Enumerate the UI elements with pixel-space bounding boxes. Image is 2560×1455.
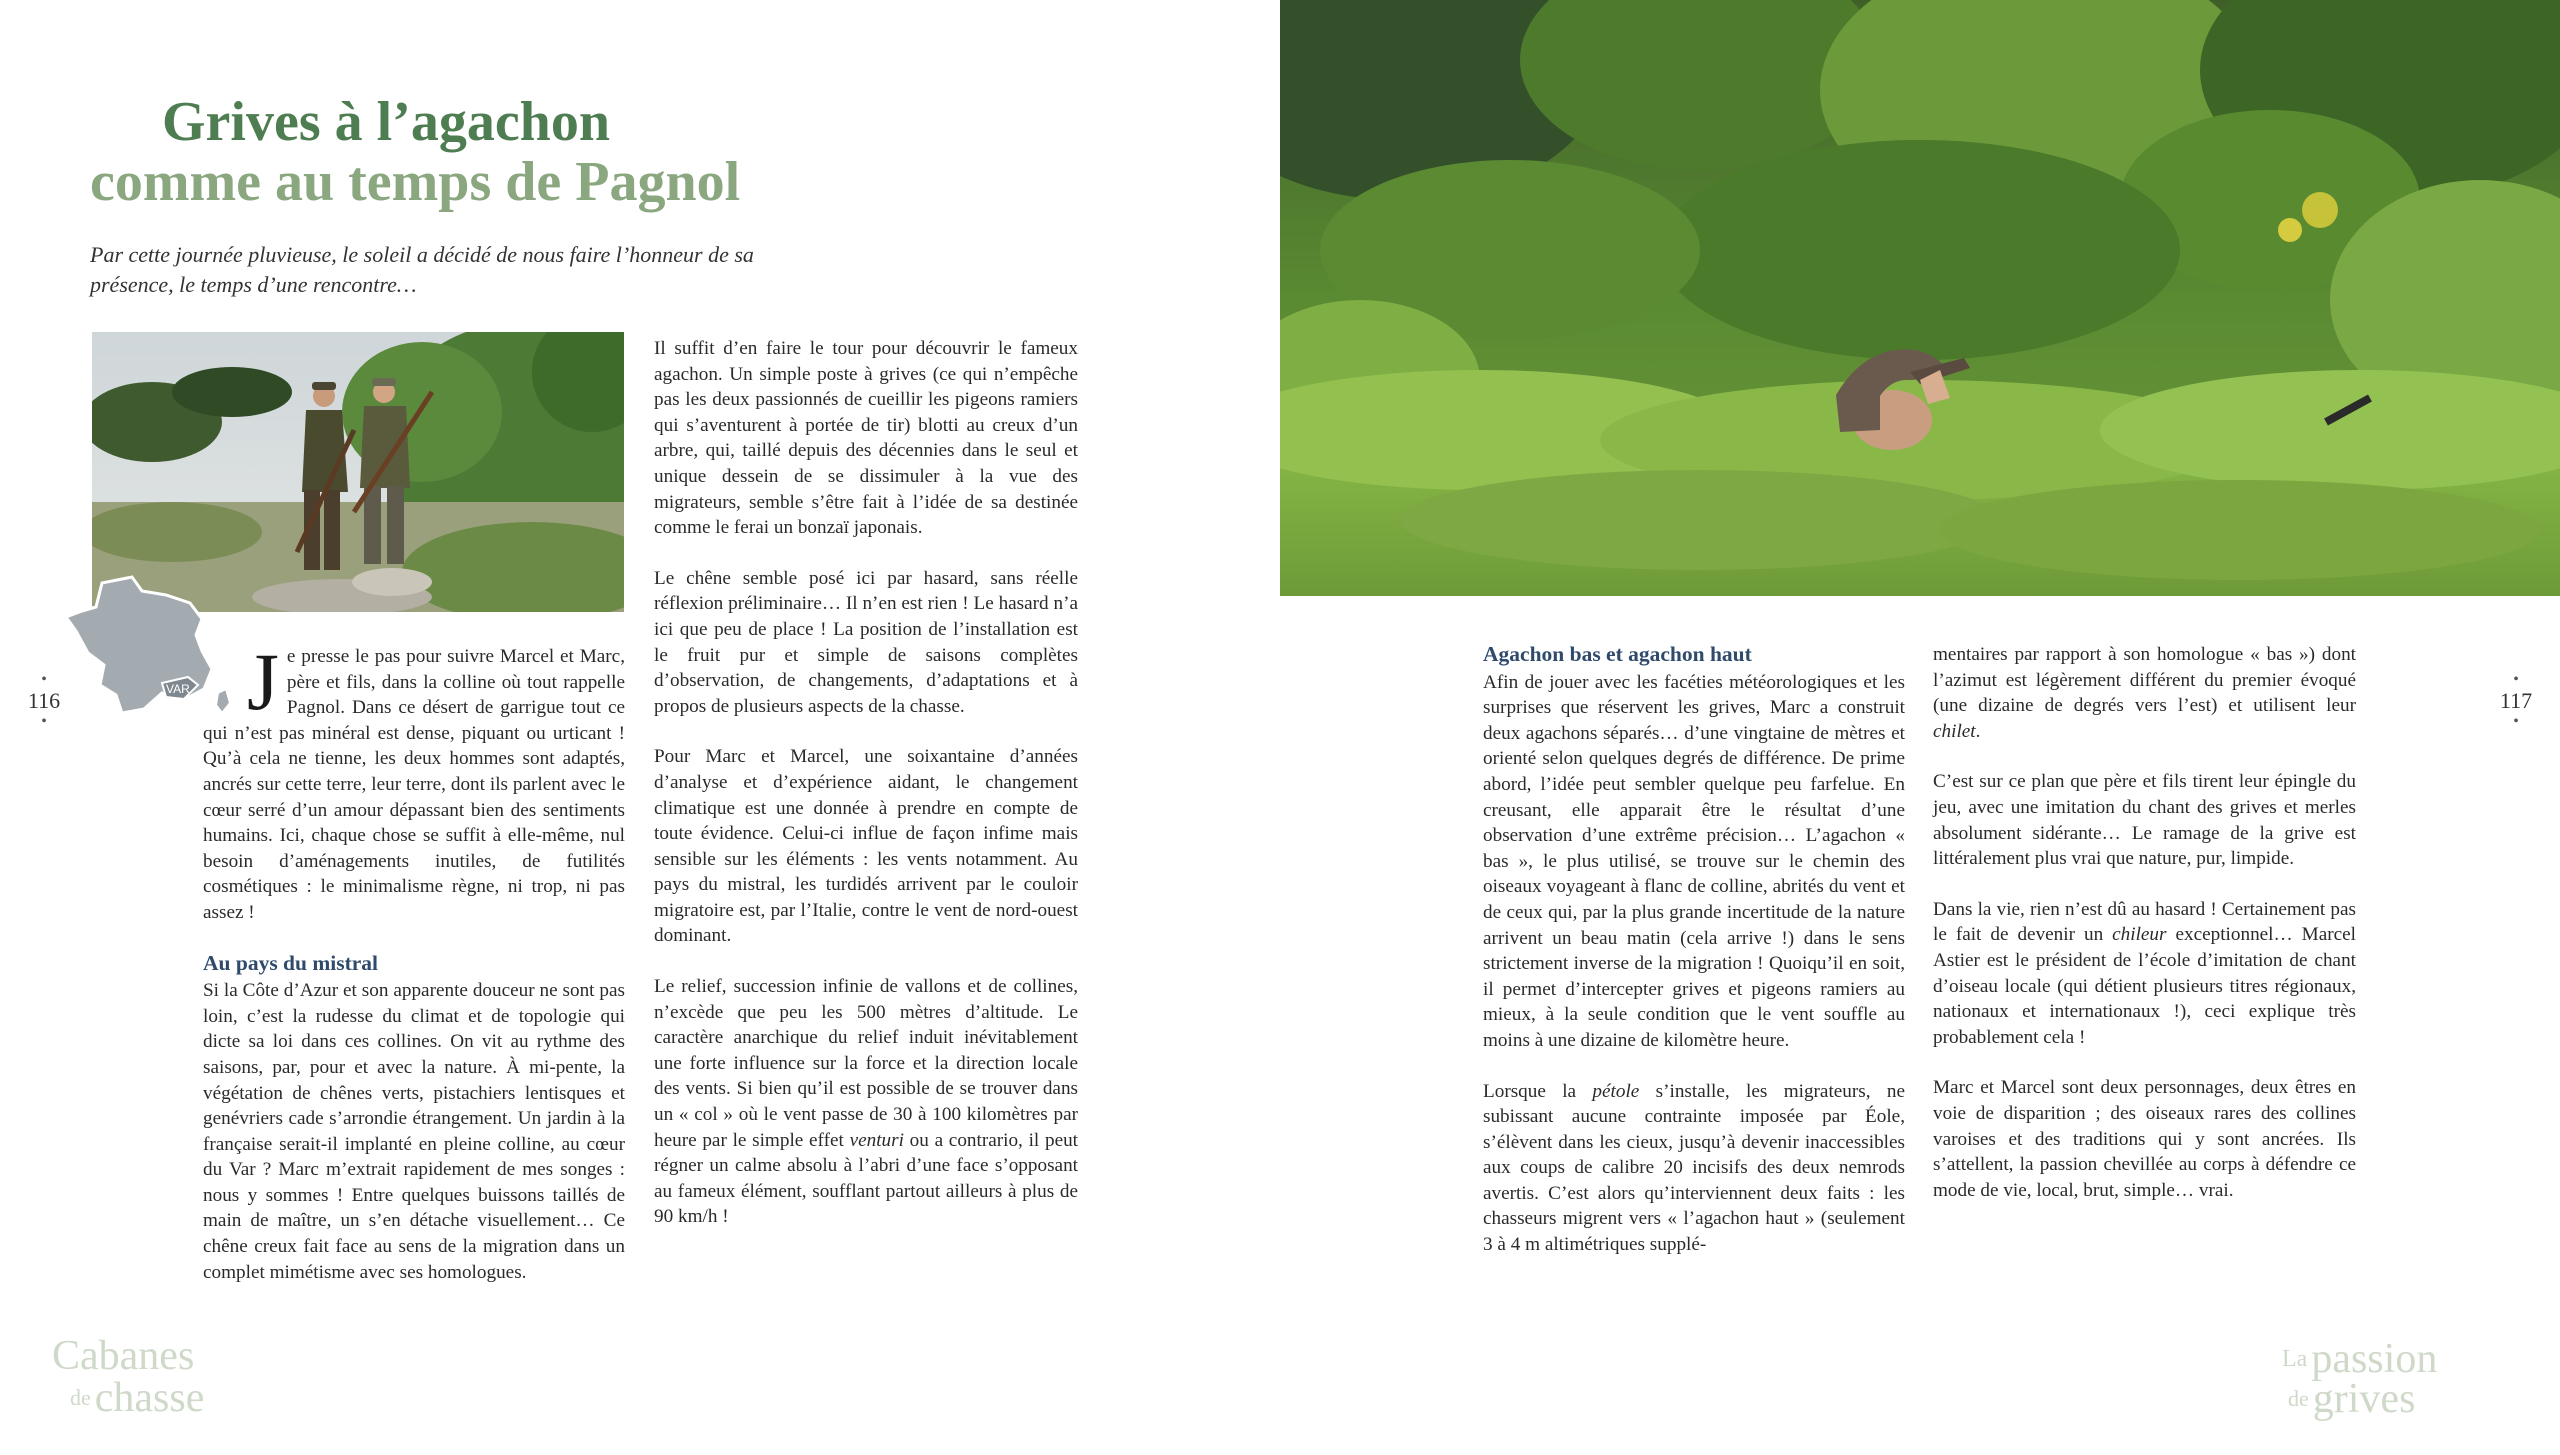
logo-row-2 — [2282, 1378, 2437, 1420]
intro-text: e presse le pas pour suivre Marcel et Marc, père et fils, dans la colline où tout rappelle Pagnol. Dans ce désert de garrigue tout ce qui n’est pas minéral est dense, piquant ou urticant ! Qu’à cela ne tienne, les deux hommes sont adaptés, ancrés sur cette terre, leur terre, dont ils parlent avec le cœur serré d’un amour dépassant bien des sentiments humains. Ici, chaque chose se suffit à elle-même, nul besoin d’aménagements inutiles, de futilités cosmétiques : le minimalisme règne, ni trop, ni pas assez ! — [203, 646, 625, 923]
paragraph-deux-agachons: Afin de jouer avec les facéties météorologiques et les surprises que réservent les grives, Marc a construit deux agachons séparés… d’une vingtaine de mètres et orienté selon quelques degrés de différence. De prime abord, l’idée peut sembler quelque peu farfelue. En creusant, elle apparait être le résultat d’une observation d’une extrême précision… L’agachon « bas », le plus utilisé, se trouve sur le chemin des oiseaux voyageant à flanc de colline, abrités du vent et de ceux qui, par la plus grande incertitude de la nature arrivent un beau matin (cela arrive !) dans le sens strictement inverse de la migration ! Quoiqu’il en soit, il permet d’intercepter grives et pigeons ramiers au mieux, à la seule condition que le vent souffle au moins à une dizaine de kilomètre heure. — [1483, 671, 1905, 1051]
dropcap-letter: J — [247, 636, 279, 727]
paragraph-relief — [654, 974, 1078, 1230]
paragraph-conclusion: Marc et Marcel sont deux personnages, deux êtres en voie de disparition ; des oiseaux rares des collines varoises et des traditions qui y sont ancrées. Ils s’attellent, la passion chevillée au corps à défendre ce mode de vie, local, brut, simple… vrai. — [1933, 1077, 2356, 1201]
folio-dot-top-right: • — [2513, 671, 2519, 688]
relief-text-a: Le relief, succession infinie de vallons et de collines, n’excède que peu les 500 mètres d’altitude. Le caractère anarchique du relief induit inévitablement une forte influence sur la force et la direction locale des vents. Si bien qu’il est possible de se trouver dans un « col » où le vent passe de 30 à 100 kilomètres par heure par le simple effet — [654, 976, 1078, 1151]
folio-dot-top: • — [41, 671, 47, 688]
page-number-116: 116 — [27, 688, 61, 713]
article-title — [90, 92, 810, 213]
hunter-in-bush-photo — [1280, 0, 2560, 596]
hunter-in-bush-image — [1280, 0, 2560, 596]
petole-text-a: Lorsque la — [1483, 1080, 1593, 1102]
subheading-agachon-bas-haut: Agachon bas et agachon haut — [1483, 642, 1752, 666]
paragraph-chileur — [1933, 897, 2356, 1051]
logo-cabanes-de-chasse — [52, 1335, 204, 1419]
column-1 — [203, 636, 625, 1285]
column-3 — [1483, 642, 1905, 1258]
paragraph-mistral: Si la Côte d’Azur et son apparente douceur ne sont pas loin, c’est la rudesse du climat et de topologie qui dicte sa loi dans ces collines. On vit au rythme des saisons, par, pour et avec la nature. À mi-pente, la végétation de chênes verts, pistachiers lentisques et genévriers cade s’arrondie étrangement. Un jardin à la française serait-il implanté en pleine colline, au cœur du Var ? Marc m’extrait rapidement de mes songes : nous y sommes ! Entre quelques buissons taillés de main de maître, un s’en détache visuellement… Ce chêne creux fait face au sens de la migration dans un complet mimétisme avec ses homologues. — [203, 980, 625, 1283]
folio-dot-bottom: • — [41, 713, 47, 730]
paragraph-chilet — [1933, 642, 2356, 744]
hunters-photo-image — [92, 332, 624, 612]
petole-text-b: s’installe, les migrateurs, ne subissant aucune contrainte imposée par Éole, s’élèvent dans les cieux, jusqu’à devenir inaccessibles aux coups de calibre 20 incisifs des deux nemrods avertis. C’est alors qu’interviennent deux faits : les chasseurs migrent vers « l’agachon haut » (seulement 3 à 4 m altimétriques supplé- — [1483, 1080, 1905, 1256]
logo-word-chasse: chasse — [94, 1375, 205, 1421]
relief-text-b: ou a contrario, il peut régner un calme absolu à l’abri d’une face s’opposant au fameux élément, soufflant partout ailleurs à plus de 90 km/h ! — [654, 1129, 1079, 1228]
subheading-pays-du-mistral: Au pays du mistral — [203, 950, 379, 975]
paragraph-imitation: C’est sur ce plan que père et fils tirent leur épingle du jeu, avec une imitation du chant des grives et merles absolument sidérante… Le ramage de la grive est littéralement plus vrai que nature, pur, limpide. — [1933, 771, 2356, 870]
chilet-text-b: . — [1975, 720, 1981, 742]
paragraph-agachon-tour: Il suffit d’en faire le tour pour découvrir le fameux agachon. Un simple poste à grives (ce qui n’empêche pas les deux passionnés de cueillir les pigeons ramiers qui s’aventurent à portée de tir) blotti au creux d’un arbre, qui, taillé depuis des décennies dans le seul et unique dessein de se dissimuler à la vue des migrateurs, semble s’être fait à l’idée de sa destinée comme le ferai un bonzaï japonais. — [654, 338, 1078, 539]
page-number-right — [2496, 672, 2536, 730]
right-page — [1280, 0, 2560, 1455]
logo-word-grives: grives — [2312, 1376, 2416, 1422]
relief-italic: venturi — [849, 1129, 904, 1151]
map-var-label: VAR — [166, 682, 190, 696]
paragraph-intro — [203, 636, 625, 926]
chileur-text-b: exceptionnel… Marcel Astier est le président de l’école d’imitation de chant d’oiseau locale (qui détient plusieurs titres régionaux, nationaux et internationaux !), ceci explique très probablement cela ! — [1933, 924, 2356, 1048]
logo-word-la: La — [2282, 1346, 2308, 1372]
chileur-text-a: Dans la vie, rien n’est dû au hasard ! Certainement pas le fait de devenir un — [1933, 898, 2356, 946]
paragraph-petole — [1483, 1079, 1905, 1258]
petole-italic: pétole — [1592, 1080, 1640, 1102]
paragraph-climat: Pour Marc et Marcel, une soixantaine d’années d’analyse et d’expérience aidant, le changement climatique est une donnée à prendre en compte de toute évidence. Celui-ci influe de façon infime mais sensible sur les éléments : les vents notamment. Au pays du mistral, les turdidés arrivent par le couloir migratoire est, par l’Italie, contre le vent de nord-ouest dominant. — [654, 746, 1078, 947]
column-2 — [654, 336, 1078, 1230]
logo-word-de-right: de — [2288, 1386, 2309, 1411]
logo-word-de: de — [70, 1385, 91, 1410]
logo-word-cabanes: Cabanes — [52, 1333, 195, 1379]
lead-paragraph: Par cette journée pluvieuse, le soleil a décidé de nous faire l’honneur de sa présence, le temps d’une rencontre… — [90, 242, 754, 298]
chileur-italic: chileur — [2112, 924, 2167, 946]
page-number-117: 117 — [2499, 688, 2533, 713]
chilet-italic: chilet — [1933, 720, 1976, 742]
logo-word-passion: passion — [2311, 1336, 2438, 1382]
logo-la-passion-de-grives — [2282, 1338, 2437, 1420]
hunters-photo — [92, 332, 624, 612]
column-4 — [1933, 642, 2356, 1203]
chilet-text-a: mentaires par rapport à son homologue « bas ») dont l’azimut est légèrement différent du premier évoqué (une dizaine de degrés vers l’est) et utilisent leur — [1933, 644, 2356, 717]
folio-dot-bottom-right: • — [2513, 713, 2519, 730]
title-line-1: Grives à l’agachon — [162, 91, 610, 153]
page-number-left — [24, 672, 64, 730]
title-line-2: comme au temps de Pagnol — [90, 151, 741, 214]
paragraph-chene: Le chêne semble posé ici par hasard, sans réelle réflexion préliminaire… Il n’en est rien ! Le hasard n’a ici que peu de place ! La position de l’installation est le fruit pur et simple de saisons complètes d’observation, de changements, d’adaptations et à propos de plusieurs aspects de la chasse. — [654, 567, 1078, 717]
